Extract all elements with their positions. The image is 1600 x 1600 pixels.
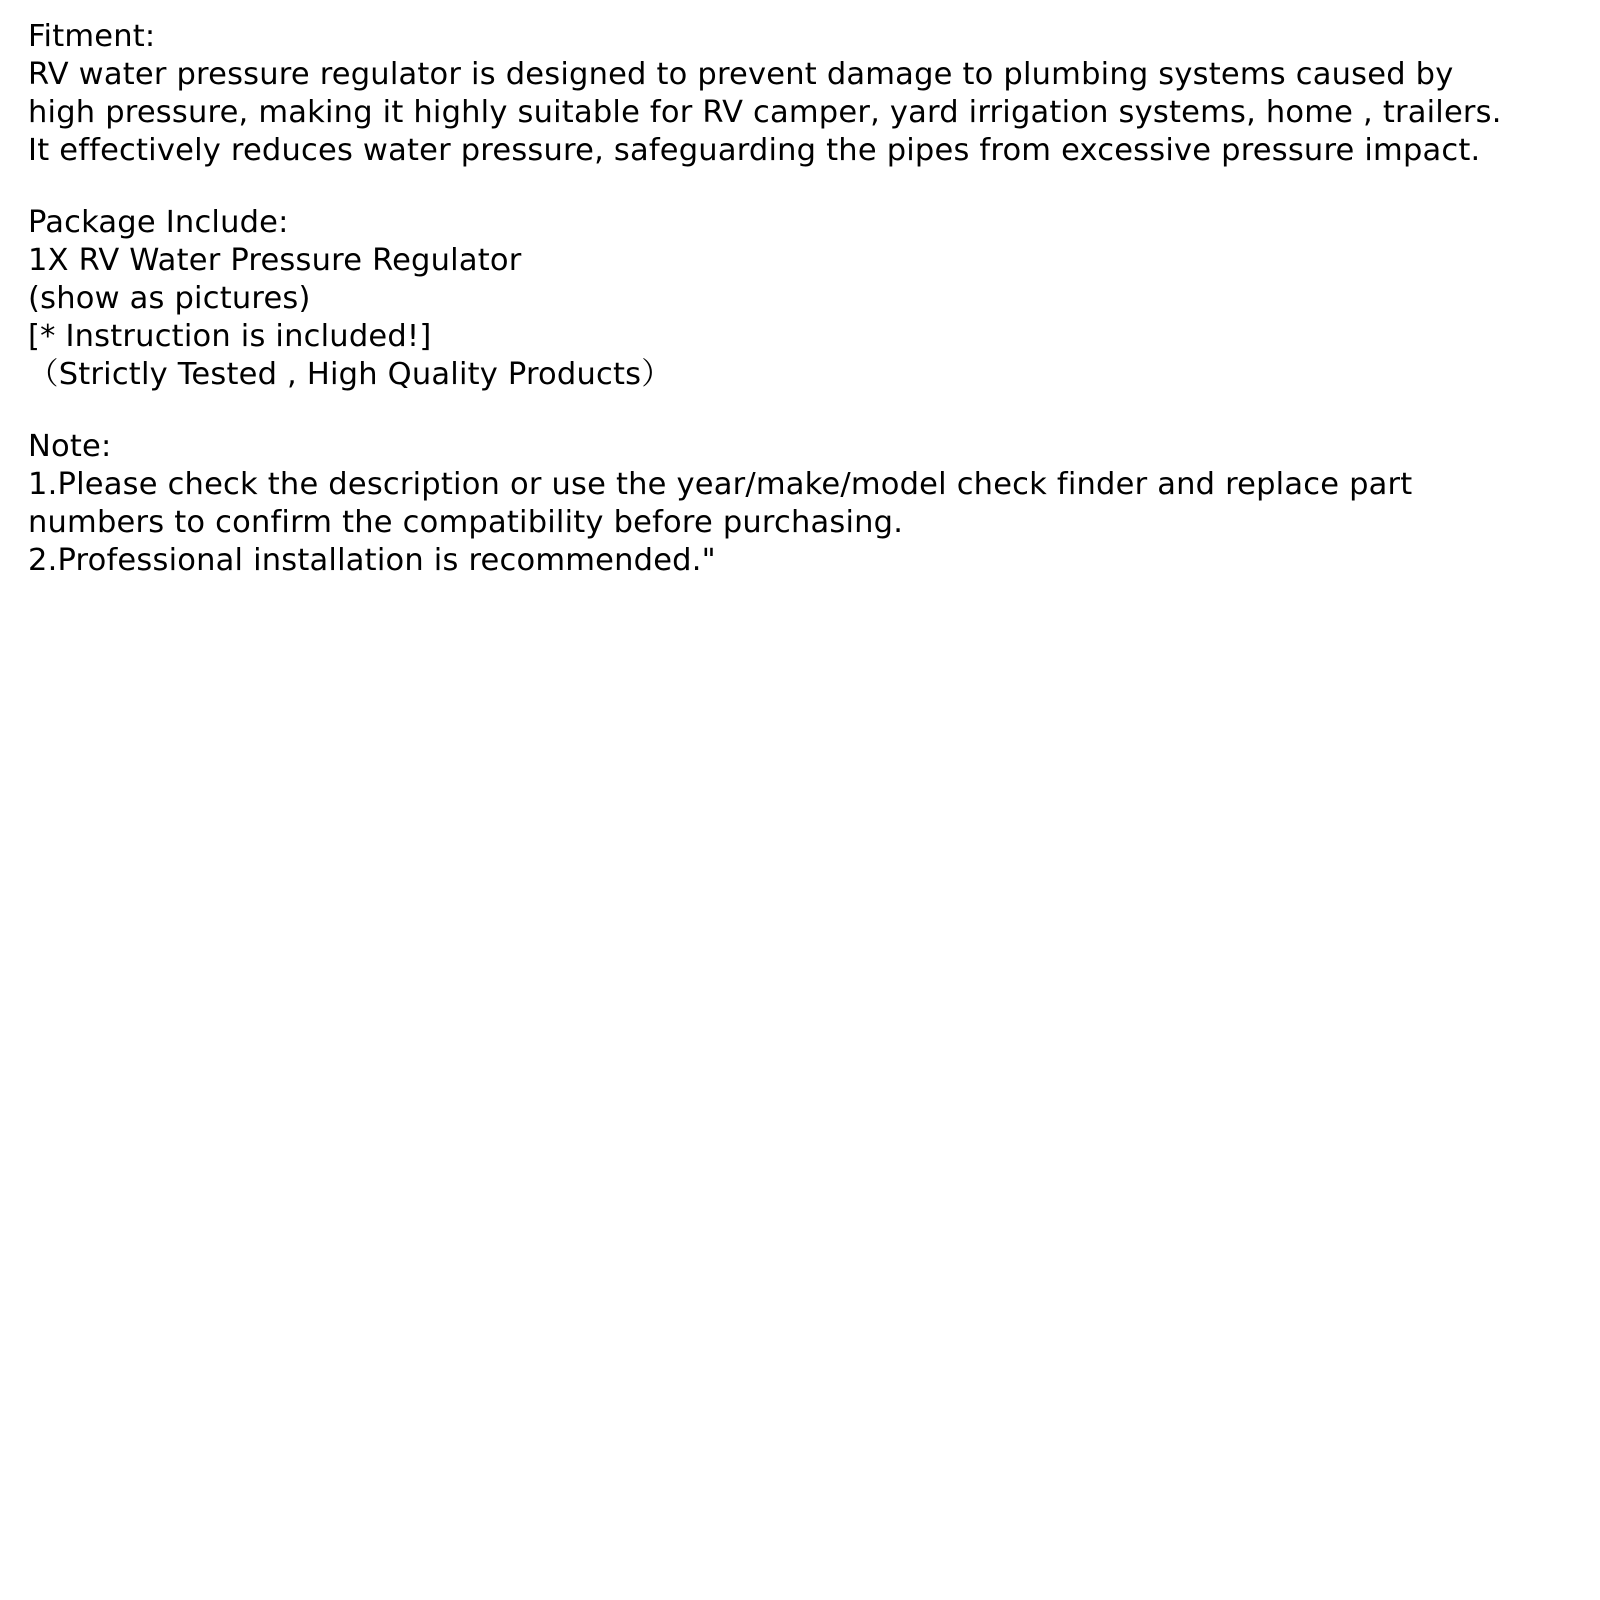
section-body-fitment: RV water pressure regulator is designed to prevent damage to plumbing systems caused by high pressure, making it highly suitable for RV camper, yard irrigation systems, home , trailers. It effectively reduces water pressure, safeguarding the pipes from excessive pressure impact. bbox=[28, 57, 1502, 168]
section-package-include bbox=[28, 204, 1570, 394]
note-line: 2.Professional installation is recommended." bbox=[28, 543, 716, 578]
section-heading-note: Note: bbox=[28, 429, 112, 464]
note-line: 1.Please check the description or use the year/make/model check finder and replace part numbers to confirm the compatibility before purchasing. bbox=[28, 467, 1413, 540]
section-heading-package-include: Package Include: bbox=[28, 205, 289, 240]
package-include-line: [* Instruction is included!] bbox=[28, 319, 432, 354]
package-include-line: 1X RV Water Pressure Regulator bbox=[28, 243, 522, 278]
section-fitment bbox=[28, 18, 1570, 170]
package-include-line: （Strictly Tested , High Quality Products） bbox=[28, 357, 672, 392]
section-note bbox=[28, 428, 1570, 580]
section-heading-fitment: Fitment: bbox=[28, 19, 156, 54]
package-include-line: (show as pictures) bbox=[28, 281, 311, 316]
